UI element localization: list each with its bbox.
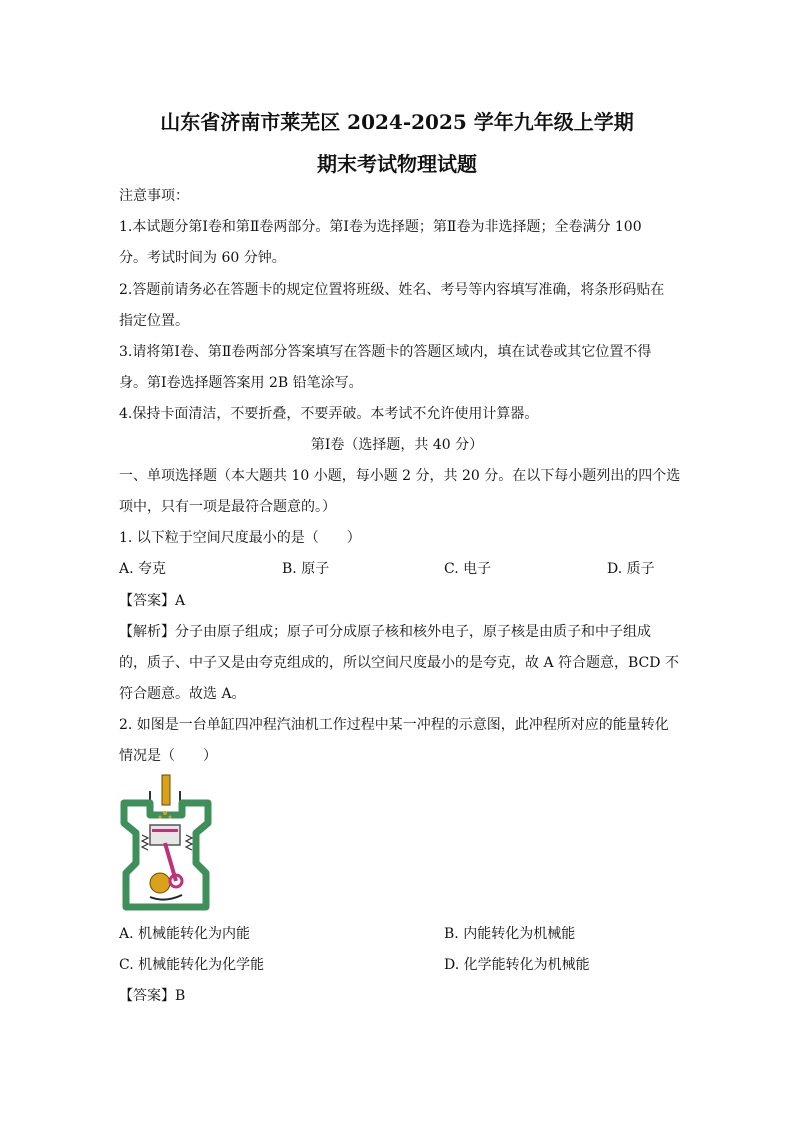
section-title: 第Ⅰ卷（选择题，共 40 分）	[310, 437, 484, 453]
notes-line: 身。第Ⅰ卷选择题答案用 2B 铅笔涂写。	[119, 375, 363, 391]
spark	[159, 816, 162, 819]
q1-analysis: 的，质子、中子又是由夸克组成的，所以空间尺度最小的是夸克，故 A 符合题意，BCD 不	[119, 655, 679, 671]
q1-option-b: B. 原子	[282, 561, 330, 577]
q1-option-d: D. 质子	[607, 561, 655, 577]
q2-answer: 【答案】B	[119, 988, 186, 1004]
q1-analysis: 【解析】分子由原子组成；原子可分成原子核和核外电子，原子核是由质子和中子组成	[119, 624, 651, 640]
spring	[142, 835, 148, 850]
piston	[150, 825, 180, 845]
q2-stem: 2. 如图是一台单缸四冲程汽油机工作过程中某一冲程的示意图，此冲程所对应的能量转化	[119, 717, 669, 733]
q2-option-d: D. 化学能转化为机械能	[444, 957, 590, 973]
q2-option-b: B. 内能转化为机械能	[444, 926, 576, 942]
notes-line: 分。考试时间为 60 分钟。	[119, 250, 286, 266]
q1-option-a: A. 夸克	[119, 561, 167, 577]
notes-line: 1.本试题分第Ⅰ卷和第Ⅱ卷两部分。第Ⅰ卷为选择题；第Ⅱ卷为非选择题；全卷满分 100	[119, 219, 642, 235]
notes-line: 指定位置。	[119, 313, 189, 329]
rotation-arrow	[150, 895, 182, 900]
q1-option-c: C. 电子	[444, 561, 492, 577]
notes-line: 4.保持卡面清洁，不要折叠，不要弄破。本考试不允许使用计算器。	[119, 406, 539, 422]
notes-line: 2.答题前请务必在答题卡的规定位置将班级、姓名、考号等内容填写准确，将条形码贴在	[119, 282, 665, 298]
q1-stem: 1. 以下粒于空间尺度最小的是（ ）	[119, 530, 361, 546]
spring	[186, 835, 192, 850]
spark	[169, 816, 172, 819]
section-intro: 项中，只有一项是最符合题意的。）	[119, 499, 336, 515]
notes-heading: 注意事项：	[119, 188, 189, 204]
q1-analysis: 符合题意。故选 A。	[119, 686, 246, 702]
exam-title-line1: 山东省济南市莱芜区 2024-2025 学年九年级上学期	[160, 110, 634, 134]
q2-stem: 情况是（ ）	[119, 748, 217, 764]
section-intro: 一、单项选择题（本大题共 10 小题，每小题 2 分，共 20 分。在以下每小题列出的四个选	[119, 468, 681, 484]
spark	[163, 811, 167, 815]
spark-plug	[162, 775, 170, 805]
q2-option-c: C. 机械能转化为化学能	[119, 957, 265, 973]
notes-line: 3.请将第Ⅰ卷、第Ⅱ卷两部分答案填写在答题卡的答题区域内，填在试卷或其它位置不得	[119, 344, 652, 360]
q1-answer: 【答案】A	[119, 593, 186, 609]
crank-wheel	[150, 873, 170, 893]
q2-option-a: A. 机械能转化为内能	[119, 926, 251, 942]
piston-ring	[152, 829, 178, 832]
exam-title-line2: 期末考试物理试题	[317, 152, 477, 176]
engine-diagram	[120, 773, 212, 913]
